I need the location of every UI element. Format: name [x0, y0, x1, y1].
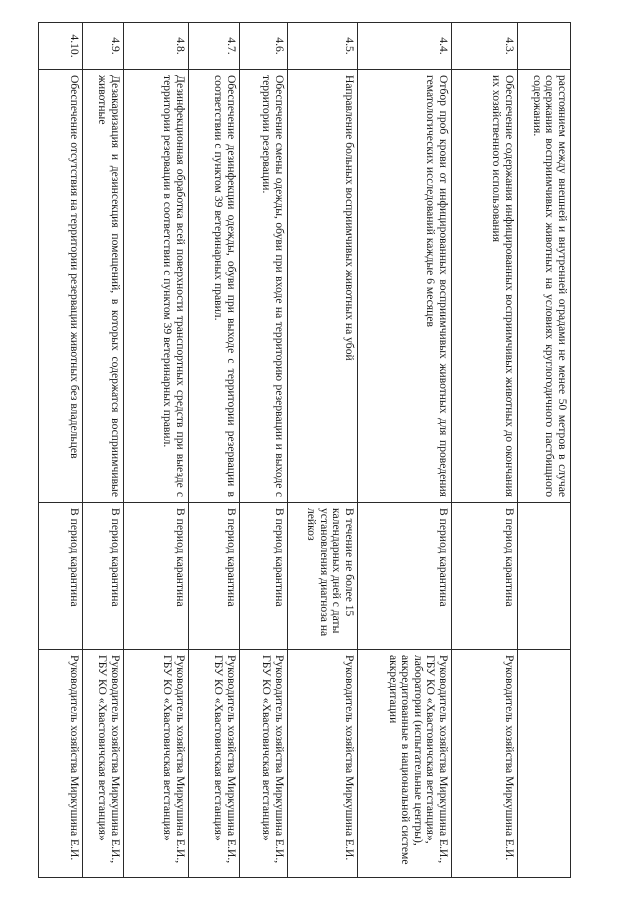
row-description: Обеспечение содержания инфицированных восприимчивых животных до окончания их хозяйственного использования [452, 70, 518, 503]
row-number [518, 23, 571, 70]
row-responsible: Руководитель хозяйства Миркушина Е.И., ГБУ КО «Хвастовичская ветстанция», лаборатории (испытательные центры), аккредитованные в национальной системе аккредитации [358, 650, 452, 878]
row-responsible [518, 650, 571, 878]
measures-table [38, 22, 571, 878]
table-row [240, 23, 288, 878]
row-description: расстоянием между внешней и внутренней оградами не менее 50 метров в случае содержания восприимчивых животных на условиях круглогодичного пастбищного содержания. [518, 70, 571, 503]
row-term: В период карантина [39, 503, 83, 650]
row-number: 4.9. [83, 23, 124, 70]
table-row [518, 23, 571, 878]
row-responsible: Руководитель хозяйства Миркушина Е.И. [39, 650, 83, 878]
row-description: Обеспечение отсутствия на территории резервации животных без владельцев [39, 70, 83, 503]
row-number: 4.7. [189, 23, 240, 70]
table-row [189, 23, 240, 878]
row-responsible: Руководитель хозяйства Миркушина Е.И., ГБУ КО «Хвастовичская ветстанция» [124, 650, 189, 878]
row-description: Обеспечение смены одежды, обуви при входе на территорию резервации и выходе с территории резервации. [240, 70, 288, 503]
row-number: 4.6. [240, 23, 288, 70]
table-row [83, 23, 124, 878]
row-description: Дезинфекционная обработка всей поверхности транспортных средств при выезде с территории резервации в соответствии с пунктом 39 ветеринарных правил. [124, 70, 189, 503]
row-number: 4.10. [39, 23, 83, 70]
row-description: Направление больных восприимчивых животных на убой [288, 70, 358, 503]
row-term: В период карантина [452, 503, 518, 650]
row-term [518, 503, 571, 650]
table-row [288, 23, 358, 878]
table-row [124, 23, 189, 878]
table-row [39, 23, 83, 878]
row-description: Дезакаризация и дезинсекция помещений, в которых содержатся восприимчивые животные [83, 70, 124, 503]
row-responsible: Руководитель хозяйства Миркушина Е.И. [452, 650, 518, 878]
row-responsible: Руководитель хозяйства Миркушина Е.И., ГБУ КО «Хвастовичская ветстанция» [83, 650, 124, 878]
row-term: В период карантина [83, 503, 124, 650]
row-number: 4.8. [124, 23, 189, 70]
row-description: Отбор проб крови от инфицированных восприимчивых животных для проведения гематологических исследований каждые 6 месяцев [358, 70, 452, 503]
row-number: 4.5. [288, 23, 358, 70]
row-term: В период карантина [124, 503, 189, 650]
row-term: В течение не более 15 календарных дней с даты установления диагноза на лейкоз [288, 503, 358, 650]
row-term: В период карантина [358, 503, 452, 650]
row-responsible: Руководитель хозяйства Миркушина Е.И., ГБУ КО «Хвастовичская ветстанция» [189, 650, 240, 878]
row-term: В период карантина [189, 503, 240, 650]
row-term: В период карантина [240, 503, 288, 650]
row-number: 4.4. [358, 23, 452, 70]
table-row [452, 23, 518, 878]
row-responsible: Руководитель хозяйства Миркушина Е.И. [288, 650, 358, 878]
table-row [358, 23, 452, 878]
row-responsible: Руководитель хозяйства Миркушина Е.И., ГБУ КО «Хвастовичская ветстанция» [240, 650, 288, 878]
row-number: 4.3. [452, 23, 518, 70]
row-description: Обеспечение дезинфекции одежды, обуви при выходе с территории резервации в соответствии с пунктом 39 ветеринарных правил. [189, 70, 240, 503]
